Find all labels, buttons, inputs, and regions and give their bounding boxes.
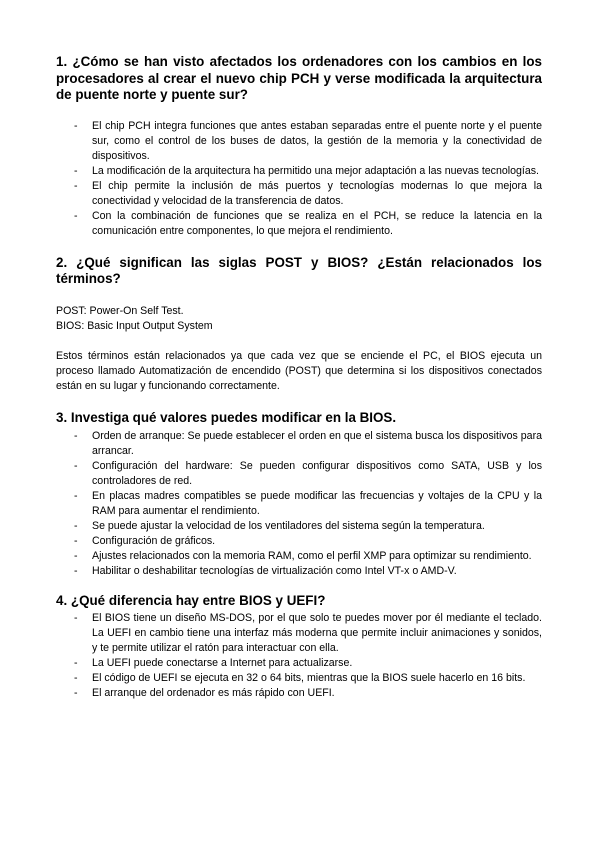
question-4-heading: 4. ¿Qué diferencia hay entre BIOS y UEFI?: [56, 593, 326, 608]
list-item: - El código de UEFI se ejecuta en 32 o 64 bits, mientras que la BIOS suele hacerlo en 16 bits.: [56, 671, 542, 686]
question-3-heading: 3. Investiga qué valores puedes modificar en la BIOS.: [56, 409, 397, 425]
list-item: - Configuración del hardware: Se pueden configurar dispositivos como SATA, USB y los controladores de red.: [56, 459, 542, 489]
list-item: - Habilitar o deshabilitar tecnologías de virtualización como Intel VT-x o AMD-V.: [56, 564, 542, 579]
list-item: - El chip PCH integra funciones que antes estaban separadas entre el puente norte y el puente sur, como el control de los buses de datos, la gestión de la memoria y la conectividad de dispositivos.: [56, 119, 542, 164]
question-4-list: [56, 611, 542, 701]
acronyms-block: [56, 304, 542, 334]
list-item: - Ajustes relacionados con la memoria RAM, como el perfil XMP para optimizar su rendimiento.: [56, 549, 542, 564]
post-definition: POST: Power-On Self Test.: [56, 304, 184, 317]
list-item: - Configuración de gráficos.: [56, 534, 542, 549]
list-item: - Orden de arranque: Se puede establecer el orden en que el sistema busca los dispositivos para arrancar.: [56, 429, 542, 459]
question-1-heading: 1. ¿Cómo se han visto afectados los ordenadores con los cambios en los procesadores al crear el nuevo chip PCH y verse modificada la arquitectura de puente norte y puente sur?: [56, 54, 542, 102]
bios-definition: BIOS: Basic Input Output System: [56, 319, 213, 332]
list-item: - Con la combinación de funciones que se realiza en el PCH, se reduce la latencia en la comunicación entre componentes, lo que mejora el rendimiento.: [56, 209, 542, 239]
question-1-list: [56, 119, 542, 239]
list-item: - En placas madres compatibles se puede modificar las frecuencias y voltajes de la CPU y la RAM para aumentar el rendimiento.: [56, 489, 542, 519]
list-item: - El chip permite la inclusión de más puertos y tecnologías modernas lo que mejora la conectividad y velocidad de la transferencia de datos.: [56, 179, 542, 209]
list-item: - Se puede ajustar la velocidad de los ventiladores del sistema según la temperatura.: [56, 519, 542, 534]
list-item: - El arranque del ordenador es más rápido con UEFI.: [56, 686, 542, 701]
list-item: - El BIOS tiene un diseño MS-DOS, por el que solo te puedes mover por él mediante el teclado. La UEFI en cambio tiene una interfaz más moderna que permite incluir animaciones y sonidos, y te permite utilizar el ratón para interactuar con ella.: [56, 611, 542, 656]
question-3-list: [56, 429, 542, 579]
list-item: - La modificación de la arquitectura ha permitido una mejor adaptación a las nuevas tecnologías.: [56, 164, 542, 179]
list-item: - La UEFI puede conectarse a Internet para actualizarse.: [56, 656, 542, 671]
question-2-answer: Estos términos están relacionados ya que cada vez que se enciende el PC, el BIOS ejecuta un proceso llamado Automatización de encendido (POST) que determina si los dispositivos conectados están en su lugar y funcionando correctamente.: [56, 349, 542, 392]
document-page: [56, 54, 542, 701]
question-2-heading: 2. ¿Qué significan las siglas POST y BIOS? ¿Están relacionados los términos?: [56, 254, 542, 286]
